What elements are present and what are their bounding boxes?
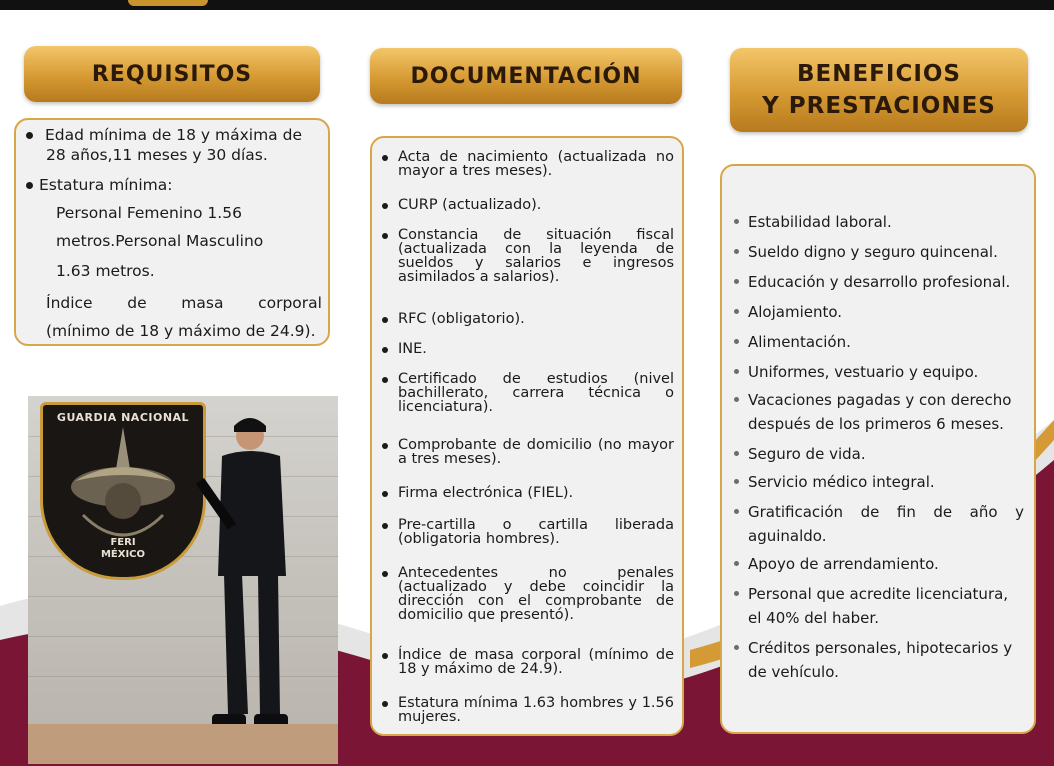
bullet-icon	[26, 182, 33, 189]
ben-item: Personal que acredite licenciatura, el 40% del haber.	[748, 582, 1024, 630]
doc-item: Certificado de estudios (nivel bachillerato, carrera técnica o licenciatura).	[398, 372, 674, 414]
req-edad-line1: Edad mínima de 18 y máxima de	[26, 126, 302, 144]
doc-item: Antecedentes no penales (actualizado y debe coincidir la dirección con el comprobante de domicilio que presentó).	[398, 566, 674, 622]
ben-item: Vacaciones pagadas y con derecho después de los primeros 6 meses.	[748, 388, 1024, 436]
bullet-icon	[734, 591, 739, 596]
req-fem-line3: 1.63 metros.	[56, 262, 155, 280]
req-edad-line2: 28 años,11 meses y 30 días.	[46, 146, 268, 164]
bullet-icon	[382, 523, 388, 529]
beneficios-title-line2: Y PRESTACIONES	[762, 93, 996, 119]
bullet-icon	[382, 377, 388, 383]
ben-item: Gratificación de fin de año y aguinaldo.	[748, 500, 1024, 548]
requisitos-panel	[14, 118, 330, 346]
bullet-icon	[382, 571, 388, 577]
req-fem-line1: Personal Femenino 1.56	[56, 204, 242, 222]
bullet-icon	[382, 653, 388, 659]
bullet-icon	[734, 451, 739, 456]
bullet-icon	[382, 443, 388, 449]
ben-item: Apoyo de arrendamiento.	[748, 552, 1024, 576]
ben-item: Seguro de vida.	[748, 442, 1024, 466]
doc-item: INE.	[398, 342, 674, 356]
ben-item: Educación y desarrollo profesional.	[748, 270, 1024, 294]
bullet-icon	[26, 132, 33, 139]
bullet-icon	[734, 279, 739, 284]
bullet-icon	[382, 203, 388, 209]
emblem-title: GUARDIA NACIONAL	[56, 411, 190, 424]
bullet-icon	[734, 309, 739, 314]
bullet-icon	[734, 369, 739, 374]
doc-item: Constancia de situación fiscal (actualizada con la leyenda de sueldos y salarios e ingresos asimilados a salarios).	[398, 228, 674, 284]
bullet-icon	[734, 479, 739, 484]
ben-item: Alimentación.	[748, 330, 1024, 354]
req-imc-line1: Índice de masa corporal	[46, 294, 322, 312]
bullet-icon	[382, 155, 388, 161]
ben-item: Créditos personales, hipotecarios y de vehículo.	[748, 636, 1024, 684]
req-imc-line2: (mínimo de 18 y máximo de 24.9).	[46, 322, 316, 340]
bullet-icon	[734, 219, 739, 224]
requisitos-title: REQUISITOS	[91, 61, 253, 87]
bullet-icon	[382, 701, 388, 707]
beneficios-panel	[720, 164, 1036, 734]
req-fem-line2: metros.Personal Masculino	[56, 232, 264, 250]
bullet-icon	[734, 509, 739, 514]
emblem-subtitle: FERI MÉXICO	[100, 537, 146, 560]
doc-item: Comprobante de domicilio (no mayor a tres meses).	[398, 438, 674, 466]
bullet-icon	[382, 491, 388, 497]
ben-item: Estabilidad laboral.	[748, 210, 1024, 234]
doc-item: Índice de masa corporal (mínimo de 18 y máximo de 24.9).	[398, 648, 674, 676]
ben-item: Sueldo digno y seguro quincenal.	[748, 240, 1024, 264]
bullet-icon	[734, 397, 739, 402]
documentacion-header	[370, 48, 682, 104]
doc-item: Acta de nacimiento (actualizada no mayor a tres meses).	[398, 150, 674, 178]
beneficios-title-line1: BENEFICIOS	[796, 61, 961, 87]
doc-item: Firma electrónica (FIEL).	[398, 486, 674, 500]
bullet-icon	[382, 233, 388, 239]
doc-item: Pre-cartilla o cartilla liberada (obligatoria hombres).	[398, 518, 674, 546]
req-estatura: Estatura mínima:	[26, 176, 173, 194]
bullet-icon	[734, 561, 739, 566]
guard-figure-icon	[28, 396, 338, 764]
doc-item: Estatura mínima 1.63 hombres y 1.56 mujeres.	[398, 696, 674, 724]
ben-item: Servicio médico integral.	[748, 470, 1024, 494]
documentacion-panel	[370, 136, 684, 736]
documentacion-title: DOCUMENTACIÓN	[410, 63, 642, 89]
bullet-icon	[734, 645, 739, 650]
doc-item: CURP (actualizado).	[398, 198, 674, 212]
bullet-icon	[734, 339, 739, 344]
ben-item: Uniformes, vestuario y equipo.	[748, 360, 1024, 384]
beneficios-header	[730, 48, 1028, 132]
bullet-icon	[382, 317, 388, 323]
floor	[28, 724, 338, 764]
doc-item: RFC (obligatorio).	[398, 312, 674, 326]
bullet-icon	[734, 249, 739, 254]
ben-item: Alojamiento.	[748, 300, 1024, 324]
bullet-icon	[382, 347, 388, 353]
requisitos-header	[24, 46, 320, 102]
guard-photo	[28, 396, 338, 764]
